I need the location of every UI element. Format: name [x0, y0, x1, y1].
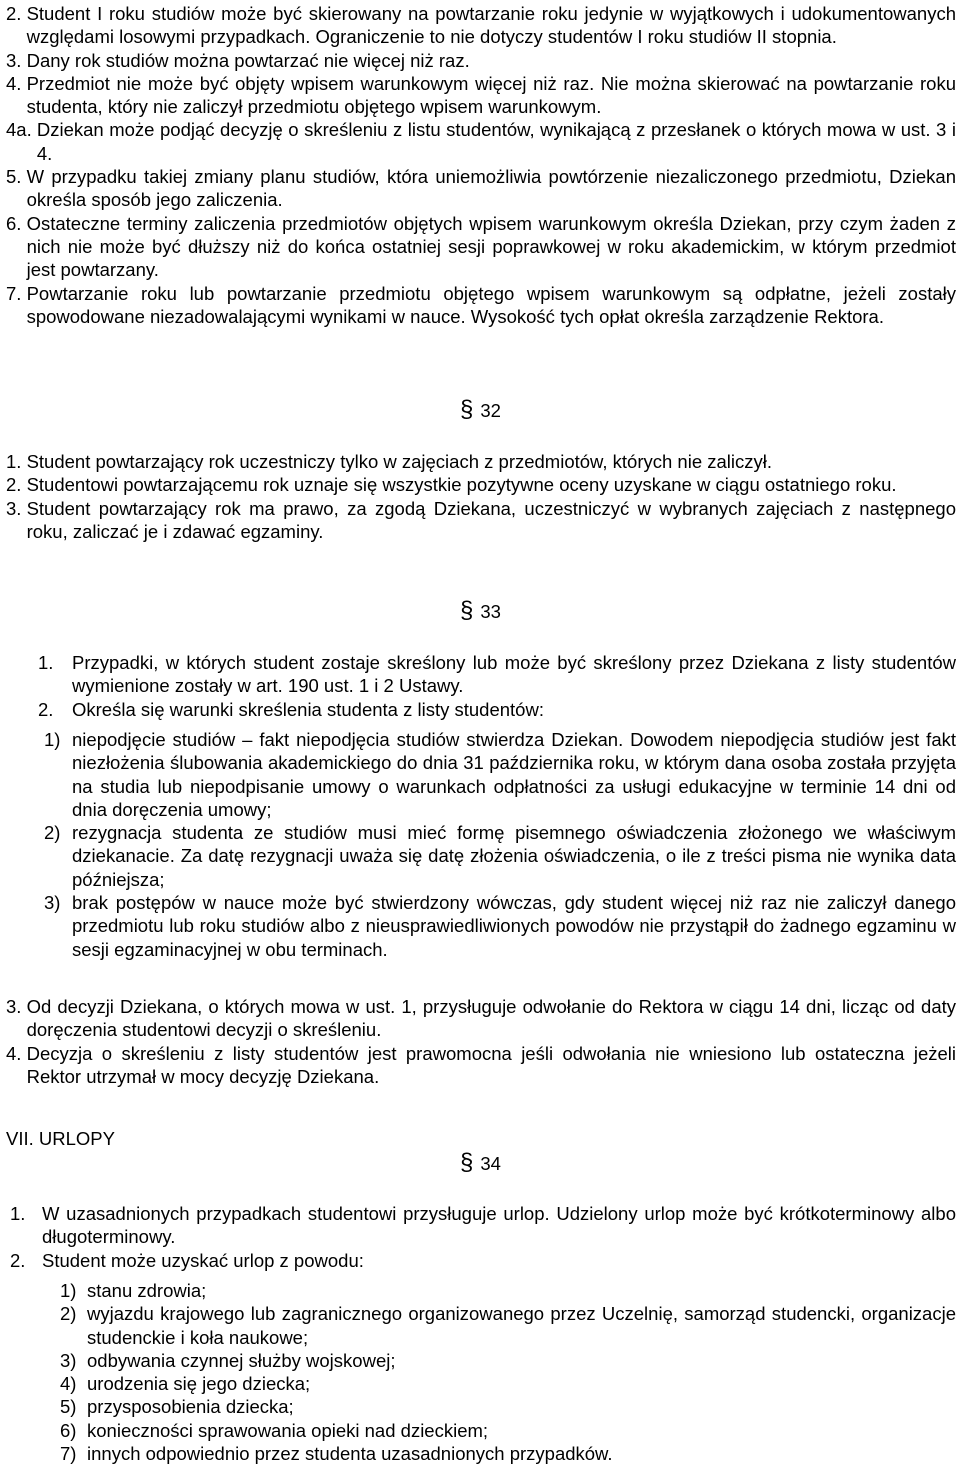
paragraph-block-32 [6, 450, 956, 543]
paragraph-block-34-sub [60, 1279, 956, 1465]
list-item: 2) wyjazdu krajowego lub zagranicznego organizowanego przez Uczelnię, samorząd studencki, organizacje studenckie i koła naukowe; [60, 1303, 956, 1348]
list-item: 3. Student powtarzający rok ma prawo, za zgodą Dziekana, uczestniczyć w wybranych zajęciach z następnego roku, zaliczać je i zdawać egzaminy. [6, 497, 956, 542]
list-item: 2. Określa się warunki skreślenia studenta z listy studentów: [38, 698, 544, 720]
list-item: 1. Student powtarzający rok uczestniczy tylko w zajęciach z przedmiotów, których nie zaliczył. [6, 451, 773, 472]
chapter-heading: VII. URLOPY [6, 1128, 115, 1149]
list-item: 5) przysposobienia dziecka; [60, 1396, 294, 1418]
list-item: 7. Powtarzanie roku lub powtarzanie przedmiotu objętego wpisem warunkowym są odpłatne, jeżeli zostały spowodowane niezadowalającymi wynikami w nauce. Wysokość tych opłat określa zarządzenie Rektora. [6, 282, 956, 327]
list-item: 2. Studentowi powtarzającemu rok uznaje się wszystkie pozytywne oceny uzyskane w ciągu ostatniego roku. [6, 474, 897, 496]
section-sign: § [460, 1149, 474, 1176]
list-item: 1) stanu zdrowia; [60, 1280, 207, 1301]
section-number: 33 [480, 601, 501, 622]
list-item: 6) konieczności sprawowania opieki nad dzieckiem; [60, 1419, 489, 1441]
list-item: 4) urodzenia się jego dziecka; [60, 1373, 311, 1395]
list-item: 1) niepodjęcie studiów – fakt niepodjęcia studiów stwierdza Dziekan. Dowodem niepodjęcia studiów jest fakt niezłożenia ślubowania akademickiego do dnia 31 października roku, w którym dana osoba została przyjęta na studia lub niepodpisanie umowy o warunkach odpłatności za usługi edukacyjne w terminie 14 dni od dnia doręczenia umowy; [44, 729, 956, 820]
section-sign: § [460, 396, 474, 423]
list-item: 4. Przedmiot nie może być objęty wpisem warunkowym więcej niż raz. Nie można skierować na powtarzanie roku studenta, który nie zaliczył przedmiotu objętego wpisem warunkowym. [6, 72, 956, 118]
list-item: 2. Student I roku studiów może być skierowany na powtarzanie roku jedynie w wyjątkowych i udokumentowanych względami losowymi przypadkach. Ograniczenie to nie dotyczy studentów I roku studiów II stopnia. [6, 3, 956, 48]
paragraph-block-33-sub [44, 728, 956, 961]
paragraph-block-33a [38, 651, 956, 721]
list-item: 3. Dany rok studiów można powtarzać nie więcej niż raz. [6, 49, 470, 71]
list-item: 3) odbywania czynnej służby wojskowej; [60, 1349, 396, 1371]
section-sign: § [460, 597, 474, 624]
list-item: 1. Przypadki, w których student zostaje skreślony lub może być skreślony przez Dziekana z listy studentów wymienione zostały w art. 190 ust. 1 i 2 Ustawy. [38, 652, 956, 697]
list-item: 4a. Dziekan może podjąć decyzję o skreśleniu z listu studentów, wynikającą z przesłanek o których mowa w ust. 3 i 4. [6, 119, 956, 164]
section-number: 34 [480, 1153, 501, 1174]
section-heading-32 [460, 398, 501, 422]
list-item: 6. Ostateczne terminy zaliczenia przedmiotów objętych wpisem warunkowym określa Dziekan, przy czym żaden z nich nie może być dłuższy niż do końca ostatniej sesji poprawkowej w roku akademickim, w którym przedmiot jest powtarzany. [6, 212, 956, 281]
list-item: 4. Decyzja o skreśleniu z listy studentów jest prawomocna jeśli odwołania nie wniesiono lub ostateczna jeżeli Rektor utrzymał w mocy decyzję Dziekana. [6, 1042, 956, 1087]
paragraph-block-31 [6, 2, 956, 328]
paragraph-block-34 [10, 1202, 956, 1272]
list-item: 5. W przypadku takiej zmiany planu studiów, która uniemożliwia powtórzenie niezaliczonego przedmiotu, Dziekan określa sposób jego zaliczenia. [6, 166, 956, 211]
list-item: 2) rezygnacja studenta ze studiów musi mieć formę pisemnego oświadczenia złożonego we właściwym dziekanacie. Za datę rezygnacji uważa się datę złożenia oświadczenia, o ile z treści pisma nie wynika data późniejsza; [44, 822, 956, 890]
section-number: 32 [480, 400, 501, 421]
section-heading-33 [460, 599, 501, 623]
list-item: 3. Od decyzji Dziekana, o których mowa w ust. 1, przysługuje odwołanie do Rektora w ciągu 14 dni, licząc od daty doręczenia studentowi decyzji o skreśleniu. [6, 996, 956, 1041]
section-heading-34 [460, 1151, 501, 1175]
list-item: 2. Student może uzyskać urlop z powodu: [10, 1249, 364, 1271]
list-item: 1. W uzasadnionych przypadkach studentowi przysługuje urlop. Udzielony urlop może być krótkoterminowy albo długoterminowy. [10, 1203, 956, 1248]
list-item: 7) innych odpowiednio przez studenta uzasadnionych przypadków. [60, 1443, 613, 1465]
paragraph-block-33b [6, 995, 956, 1088]
list-item: 3) brak postępów w nauce może być stwierdzony wówczas, gdy student więcej niż raz nie zaliczył danego przedmiotu lub roku studiów albo z nieusprawiedliwionych powodów nie przystąpił do żadnego egzaminu w sesji egzaminacyjnej w obu terminach. [44, 892, 956, 960]
